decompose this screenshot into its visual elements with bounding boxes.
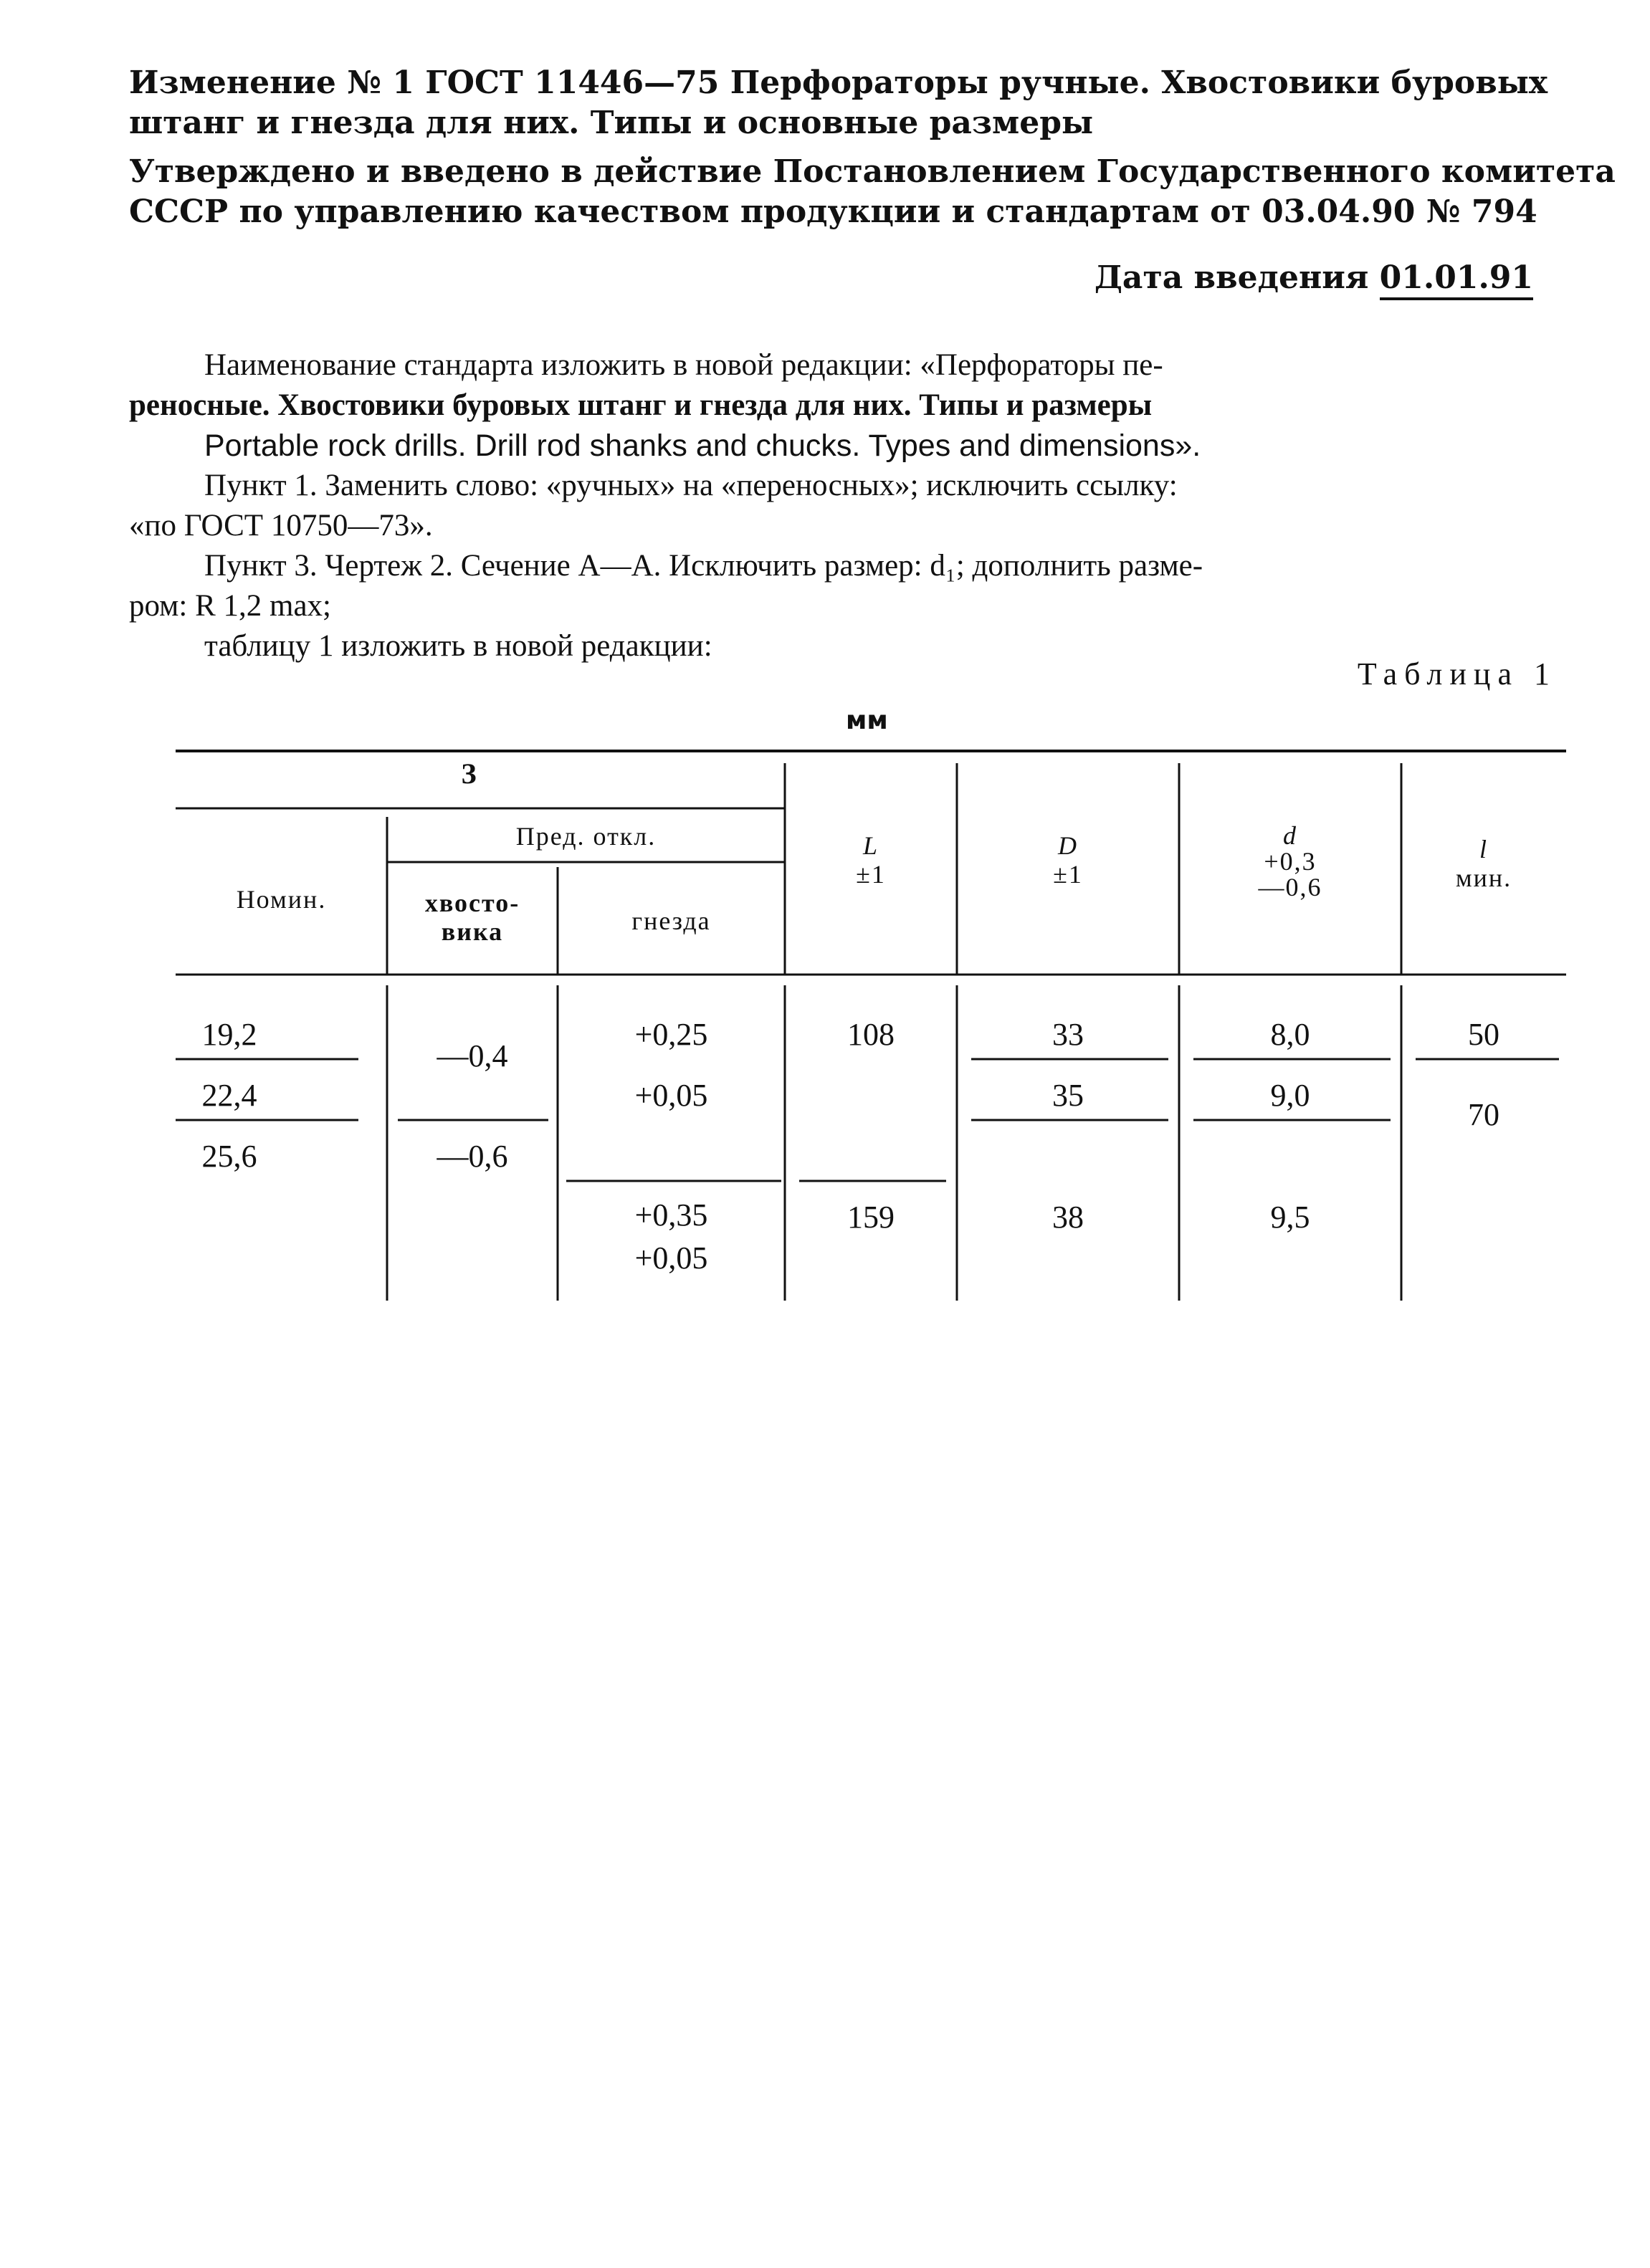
header-l-symbol: l	[1479, 835, 1488, 863]
paragraph-line-english: Portable rock drills. Drill rod shanks and chucks. Types and dimensions».	[204, 429, 1201, 463]
d-value: 8,0	[1270, 1017, 1310, 1052]
D-value: 38	[1052, 1200, 1084, 1235]
header-L-tolerance: ±1	[856, 860, 886, 889]
header-D-tolerance: ±1	[1053, 860, 1083, 889]
header-L-symbol: L	[862, 831, 879, 860]
header-l	[1401, 835, 1566, 892]
paragraph-line: Пункт 1. Заменить слово: «ручных» на «переносных»; исключить ссылку:	[204, 469, 1178, 502]
table-caption: Таблица 1	[1357, 656, 1557, 692]
D-value: 35	[1052, 1078, 1084, 1113]
paragraph-line: «по ГОСТ 10750—73».	[129, 509, 433, 542]
l-value: 50	[1468, 1017, 1499, 1052]
paragraph-line: реносные. Хвостовики буровых штанг и гнезда для них. Типы и размеры	[129, 388, 1153, 422]
nominal-value: 25,6	[201, 1139, 257, 1174]
table-unit: мм	[846, 706, 888, 735]
chuck-deviation-upper: +0,25	[634, 1017, 708, 1052]
chuck-deviation-lower: +0,05	[634, 1240, 708, 1276]
header-nominal: Номин.	[236, 885, 327, 914]
header-d	[1179, 823, 1401, 900]
header-d-tolerance-lower: —0,6	[1258, 873, 1322, 901]
paragraph-line: Пункт 3. Чертеж 2. Сечение А—А. Исключить размер: d₁; дополнить разме-	[204, 549, 1203, 583]
D-value: 33	[1052, 1017, 1084, 1052]
header-l-min: мин.	[1455, 863, 1512, 892]
header-shank-line-2: вика	[441, 917, 504, 946]
header-chuck: гнезда	[631, 906, 711, 935]
l-value: 70	[1468, 1097, 1499, 1132]
header-limit-deviations: Пред. откл.	[515, 822, 657, 851]
L-value: 159	[847, 1200, 895, 1235]
nominal-value: 22,4	[201, 1078, 257, 1113]
effective-date-label: Дата введения	[1094, 259, 1369, 296]
effective-date-value: 01.01.91	[1380, 259, 1533, 300]
shank-deviation: —0,4	[437, 1038, 508, 1073]
paragraph-line: ром: R 1,2 max;	[129, 589, 331, 623]
shank-deviation: —0,6	[437, 1139, 508, 1174]
header-L	[785, 831, 957, 889]
amendment-title-line-1: Изменение № 1 ГОСТ 11446—75 Перфораторы ручные. Хвостовики буровых	[129, 64, 1548, 101]
chuck-deviation-upper: +0,35	[634, 1197, 708, 1233]
header-shank	[387, 889, 558, 946]
header-D	[957, 831, 1179, 889]
paragraph-line: Наименование стандарта изложить в новой редакции: «Перфораторы пе-	[204, 348, 1163, 382]
approval-line-1: Утверждено и введено в действие Постановлением Государственного комитета	[129, 153, 1616, 190]
paragraph-line: таблицу 1 изложить в новой редакции:	[204, 629, 712, 663]
d-value: 9,0	[1270, 1078, 1310, 1113]
approval-line-2: СССР по управлению качеством продукции и стандартам от 03.04.90 № 794	[129, 193, 1537, 230]
header-shank-line-1: хвосто-	[424, 889, 520, 917]
header-d-symbol: d	[1283, 821, 1297, 850]
header-size-group: З	[461, 757, 478, 790]
chuck-deviation-lower: +0,05	[634, 1078, 708, 1113]
d-value: 9,5	[1270, 1200, 1310, 1235]
L-value: 108	[847, 1017, 895, 1052]
amendment-title-line-2: штанг и гнезда для них. Типы и основные размеры	[129, 105, 1094, 141]
header-d-tolerance-upper: +0,3	[1264, 847, 1317, 876]
header-D-symbol: D	[1058, 831, 1078, 860]
nominal-value: 19,2	[201, 1017, 257, 1052]
